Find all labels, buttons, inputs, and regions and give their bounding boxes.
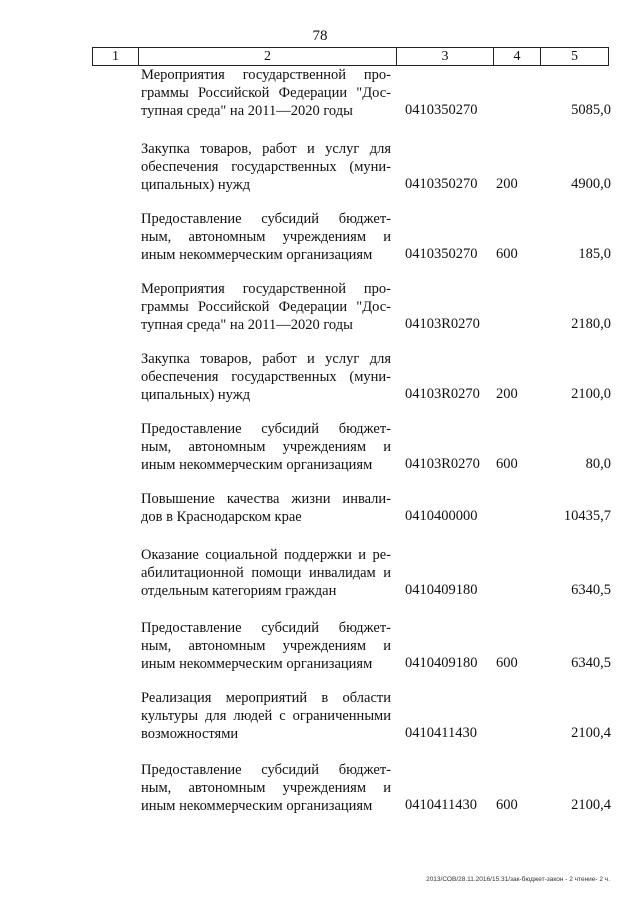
row-description-line: ным, автономным учреждениям и [141, 439, 391, 455]
row-description-line: Закупка товаров, работ и услуг для [141, 351, 391, 367]
row-amount: 4900,0 [571, 176, 611, 192]
table-row [0, 348, 640, 418]
row-amount: 2100,4 [571, 797, 611, 813]
row-description [141, 350, 391, 404]
row-amount: 2100,0 [571, 386, 611, 402]
budget-table-body [0, 64, 640, 829]
column-header-2: 2 [139, 48, 397, 65]
table-row [0, 617, 640, 687]
row-description-line: тупная среда" на 2011—2020 годы [141, 103, 353, 119]
table-row [0, 418, 640, 488]
row-code: 0410350270 [405, 102, 478, 118]
row-description-line: Мероприятия государственной про- [141, 67, 391, 83]
table-row [0, 64, 640, 138]
row-description-line: Закупка товаров, работ и услуг для [141, 141, 391, 157]
row-code: 0410411430 [405, 725, 477, 741]
row-description-line: ным, автономным учреждениям и [141, 780, 391, 796]
row-description-line: тупная среда" на 2011—2020 годы [141, 317, 353, 333]
row-description-line: Мероприятия государственной про- [141, 281, 391, 297]
row-description [141, 546, 391, 600]
row-expense-type: 600 [496, 246, 518, 262]
row-description-line: возможностями [141, 726, 239, 742]
row-description-line: отдельным категориям граждан [141, 583, 337, 599]
row-description-line: обеспечения государственных (муни- [141, 159, 391, 175]
row-code: 04103R0270 [405, 386, 480, 402]
row-code: 0410350270 [405, 246, 478, 262]
row-amount: 10435,7 [563, 508, 611, 524]
row-description-line: ным, автономным учреждениям и [141, 229, 391, 245]
row-description-line: Оказание социальной поддержки и ре- [141, 547, 391, 563]
row-description-line: ципальных) нужд [141, 387, 251, 403]
row-code: 04103R0270 [405, 316, 480, 332]
row-description-line: иным некоммерческим организациям [141, 457, 373, 473]
row-expense-type: 600 [496, 797, 518, 813]
row-description [141, 420, 391, 474]
row-code: 0410350270 [405, 176, 478, 192]
row-amount: 5085,0 [571, 102, 611, 118]
table-row [0, 544, 640, 617]
row-description-line: Предоставление субсидий бюджет- [141, 211, 391, 227]
row-description-line: Предоставление субсидий бюджет- [141, 762, 391, 778]
table-row [0, 138, 640, 208]
row-description-line: граммы Российской Федерации "Дос- [141, 85, 391, 101]
row-amount: 6340,5 [571, 582, 611, 598]
row-description [141, 619, 391, 673]
table-row [0, 208, 640, 278]
row-code: 0410411430 [405, 797, 477, 813]
row-expense-type: 200 [496, 176, 518, 192]
table-row [0, 759, 640, 829]
row-amount: 185,0 [578, 246, 611, 262]
row-expense-type: 600 [496, 456, 518, 472]
row-description-line: иным некоммерческим организациям [141, 798, 373, 814]
row-amount: 80,0 [585, 456, 611, 472]
table-row [0, 687, 640, 759]
row-amount: 6340,5 [571, 655, 611, 671]
row-code: 04103R0270 [405, 456, 480, 472]
row-description-line: обеспечения государственных (муни- [141, 369, 391, 385]
row-description-line: Реализация мероприятий в области [141, 690, 391, 706]
row-description-line: культуры для людей с ограниченными [141, 708, 391, 724]
row-description [141, 140, 391, 194]
column-header-1: 1 [93, 48, 139, 65]
row-description-line: Повышение качества жизни инвали- [141, 491, 391, 507]
column-header-3: 3 [397, 48, 494, 65]
row-description-line: ным, автономным учреждениям и [141, 638, 391, 654]
row-description [141, 66, 391, 120]
row-code: 0410409180 [405, 582, 478, 598]
page-number: 78 [312, 28, 328, 44]
row-description-line: иным некоммерческим организациям [141, 247, 373, 263]
row-description-line: Предоставление субсидий бюджет- [141, 620, 391, 636]
table-row [0, 278, 640, 348]
column-header-5: 5 [571, 49, 578, 64]
row-description [141, 280, 391, 334]
row-expense-type: 600 [496, 655, 518, 671]
row-description-line: дов в Краснодарском крае [141, 509, 302, 525]
column-header-4: 4 [494, 48, 541, 65]
row-code: 0410409180 [405, 655, 478, 671]
document-footer: 2013/СОВ/28.11.2016/15:31/зак-бюджет-закон - 2 чтение- 2 ч. [426, 876, 610, 883]
row-code: 0410400000 [405, 508, 478, 524]
row-description [141, 689, 391, 743]
row-description-line: иным некоммерческим организациям [141, 656, 373, 672]
row-description [141, 761, 391, 815]
row-description-line: ципальных) нужд [141, 177, 251, 193]
row-amount: 2180,0 [571, 316, 611, 332]
row-amount: 2100,4 [571, 725, 611, 741]
row-description-line: Предоставление субсидий бюджет- [141, 421, 391, 437]
row-expense-type: 200 [496, 386, 518, 402]
row-description-line: абилитационной помощи инвалидам и [141, 565, 391, 581]
table-row [0, 488, 640, 544]
row-description [141, 490, 391, 526]
row-description [141, 210, 391, 264]
row-description-line: граммы Российской Федерации "Дос- [141, 299, 391, 315]
